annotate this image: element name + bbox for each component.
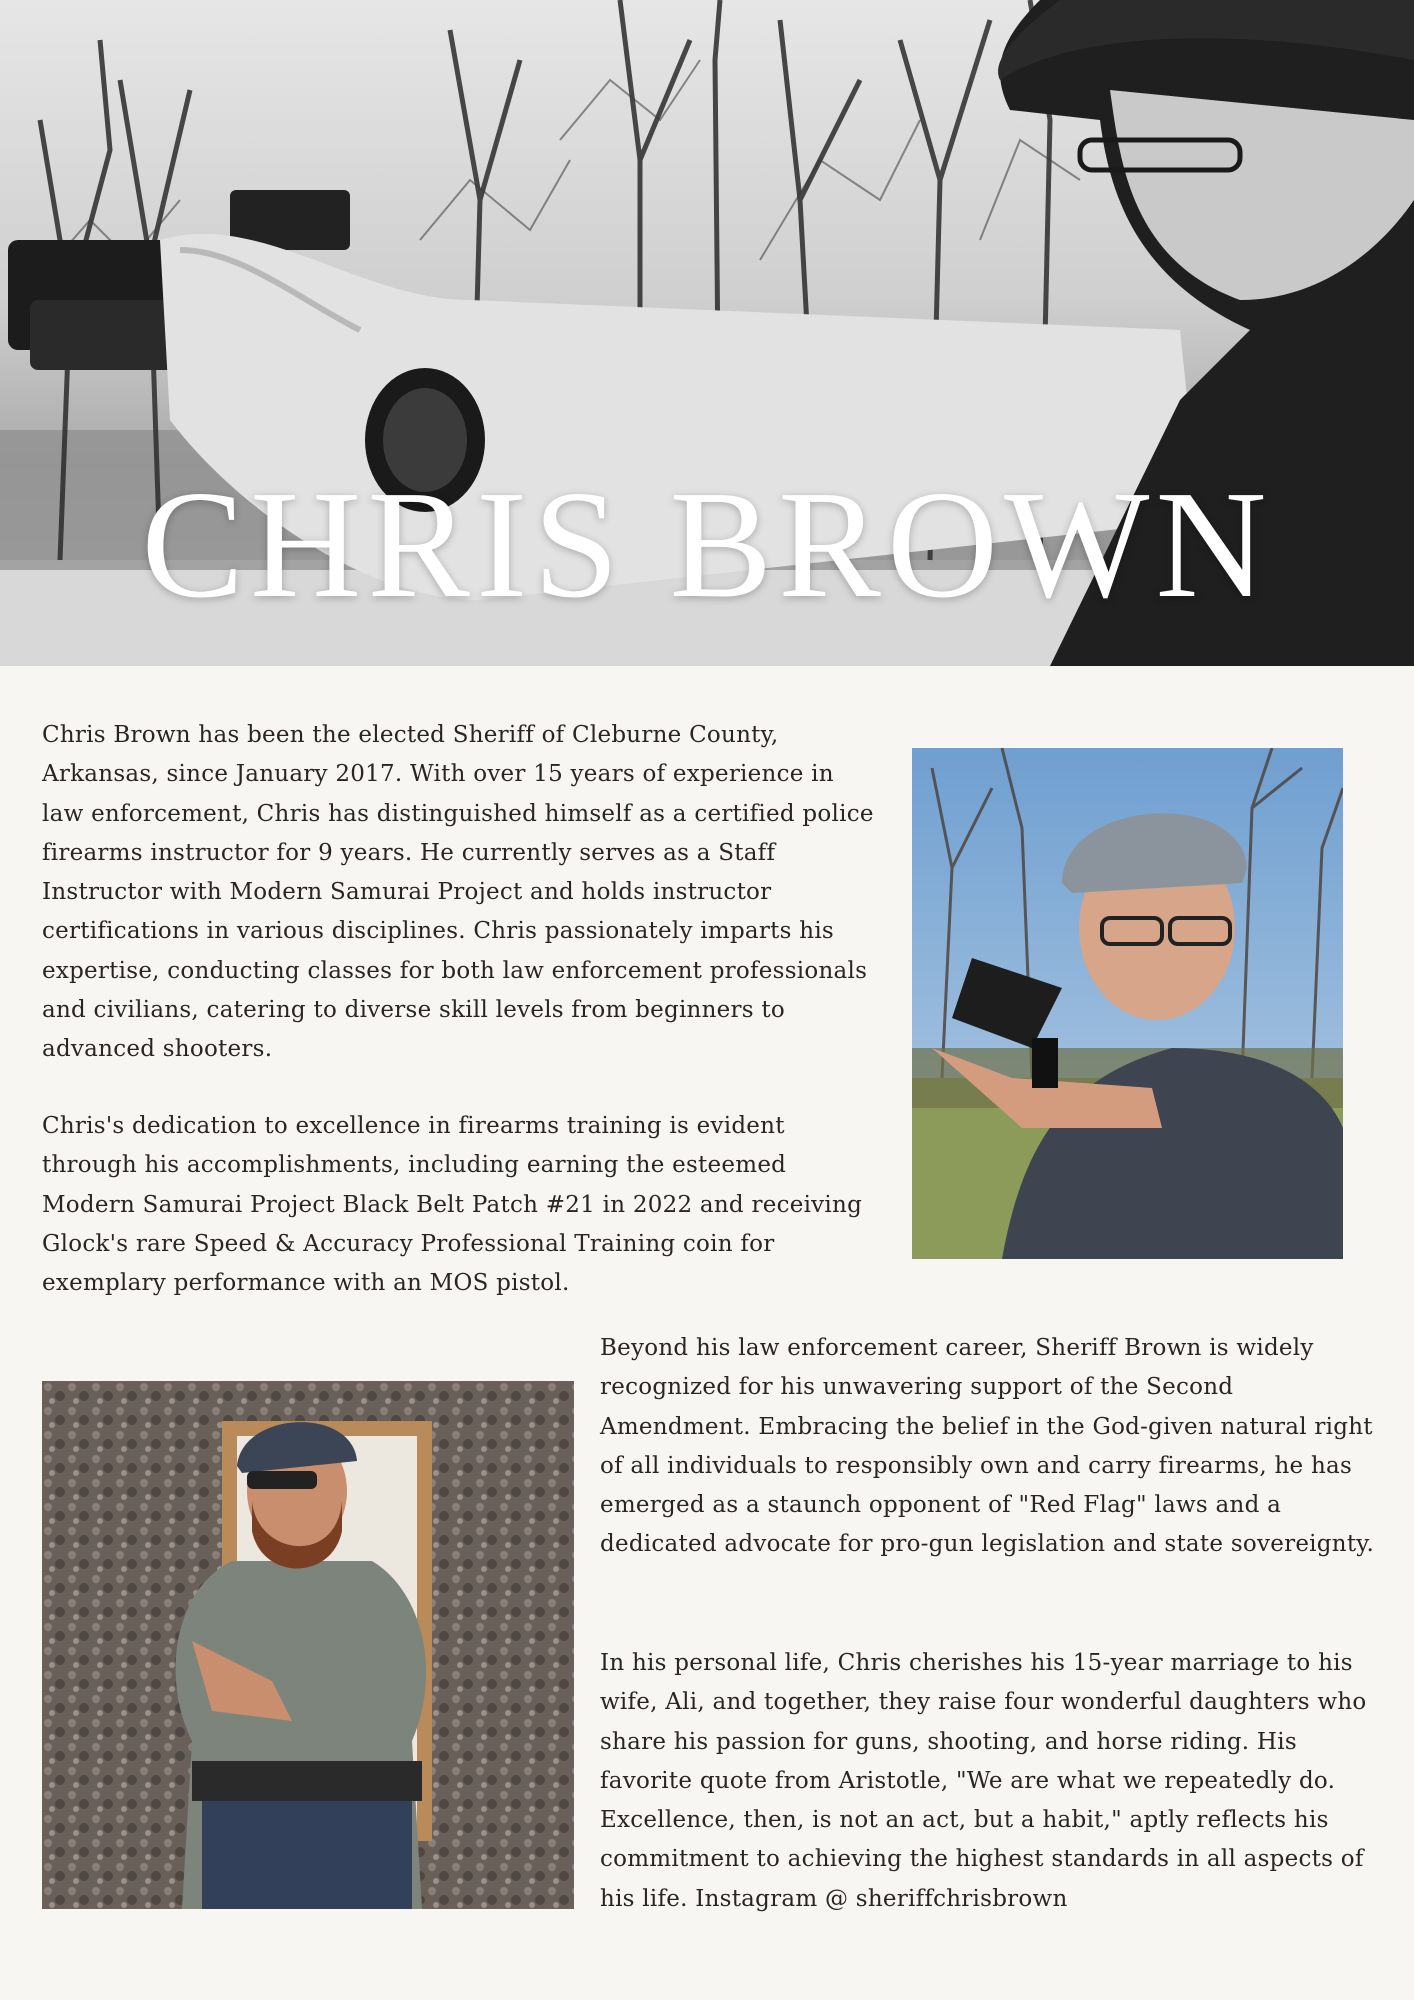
- bio-paragraph-personal: In his personal life, Chris cherishes his 15-year marriage to his wife, Ali, and together, they raise four wonderful daughters who share his passion for guns, shooting, and horse riding. His favorite quote from Aristotle, "We are what we repeatedly do. Excellence, then, is not an act, but a habit," aptly reflects his commitment to achieving the highest standards in all aspects of his life. Instagram @ sheriffchrisbrown: [600, 1650, 1367, 1912]
- instructor-range-photo: [42, 1381, 574, 1909]
- page-title: CHRIS BROWN: [141, 460, 1273, 630]
- bio-paragraph-advocacy: Beyond his law enforcement career, Sheriff Brown is widely recognized for his unwavering support of the Second Amendment. Embracing the belief in the God-given natural right of all individuals to responsibly own and carry firearms, he has emerged as a staunch opponent of "Red Flag" laws and a dedicated advocate for pro-gun legislation and state sovereignty.: [600, 1335, 1375, 1558]
- bio-paragraph-accomplishments: Chris's dedication to excellence in firearms training is evident through his accomplishments, including earning the esteemed Modern Samurai Project Black Belt Patch #21 in 2022 and receiving Glock's rare Speed & Accuracy Professional Training coin for exemplary performance with an MOS pistol.: [42, 1113, 863, 1297]
- hero-banner: [0, 0, 1414, 666]
- portrait-photo-holding-pistol: [912, 748, 1343, 1259]
- bio-paragraph-intro: Chris Brown has been the elected Sheriff of Cleburne County, Arkansas, since January 2017. With over 15 years of experience in law enforcement, Chris has distinguished himself as a certified police firearms instructor for 9 years. He currently serves as a Staff Instructor with Modern Samurai Project and holds instructor certifications in various disciplines. Chris passionately imparts his expertise, conducting classes for both law enforcement professionals and civilians, catering to diverse skill levels from beginners to advanced shooters.: [42, 722, 874, 1063]
